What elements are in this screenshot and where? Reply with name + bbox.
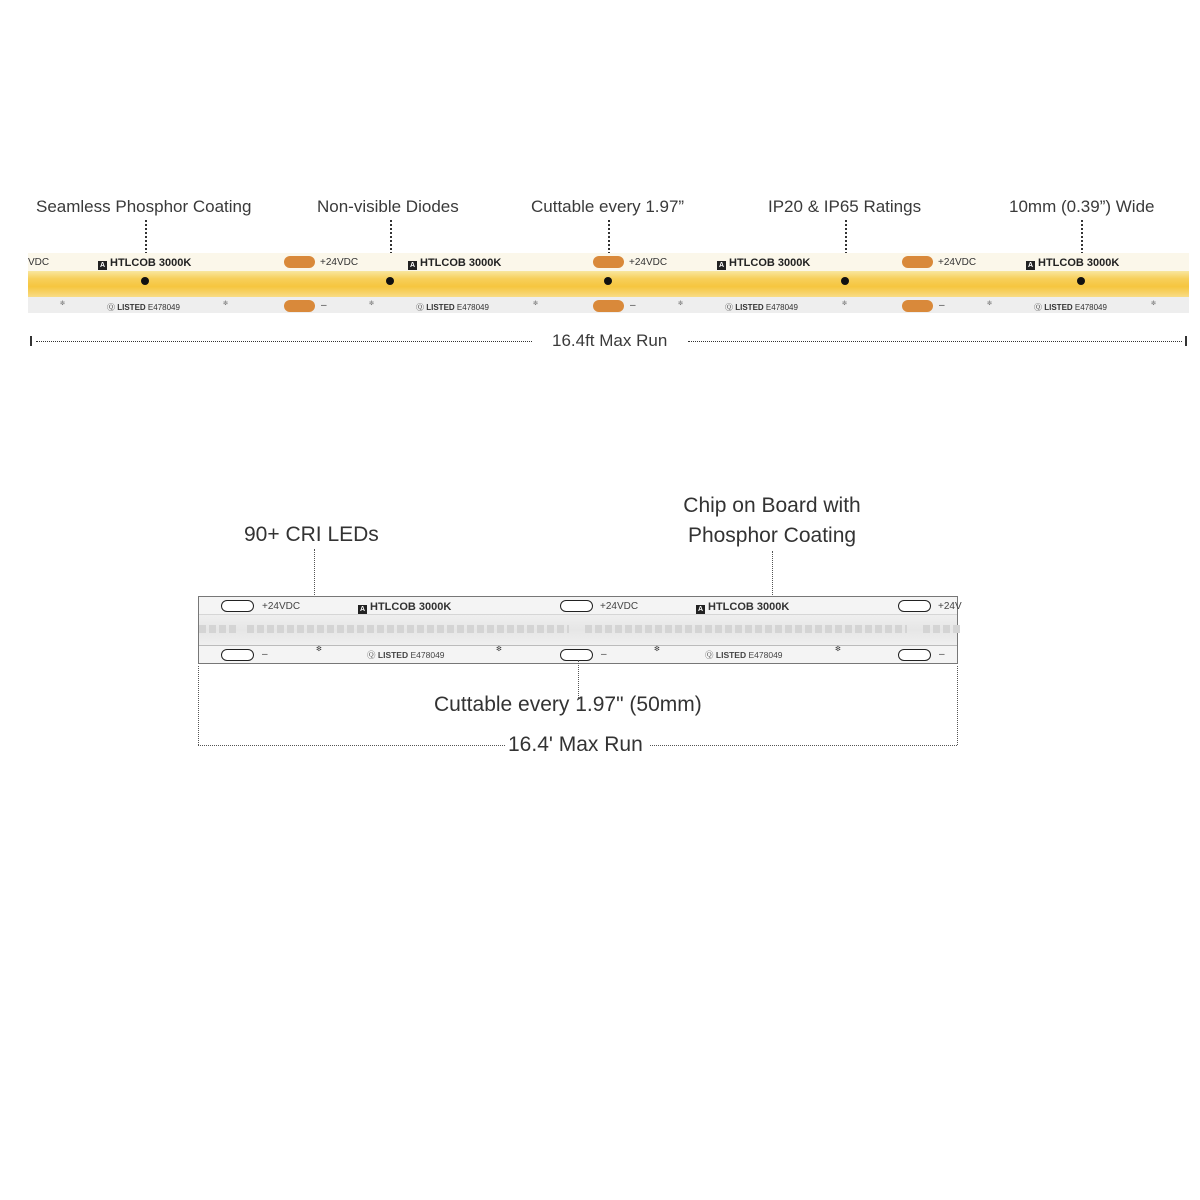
listing-number: E478049	[765, 303, 798, 312]
brand-logo-icon: A	[718, 262, 725, 269]
ul-mark-icon: Ⓠ	[1034, 303, 1042, 312]
mark-icon: ❇	[1151, 301, 1157, 307]
mark-icon: ❇	[835, 646, 841, 653]
listing-number: E478049	[748, 650, 783, 660]
listed-text: LISTED	[117, 303, 146, 312]
brand-text: HTLCOB 3000K	[110, 257, 192, 269]
mark-icon: ❇	[654, 646, 660, 653]
brand-label	[717, 257, 810, 270]
brand-logo-icon: A	[1027, 262, 1034, 269]
voltage-label: +24V	[938, 601, 962, 612]
mark-icon: ❇	[842, 301, 848, 307]
mark-icon: ❇	[987, 301, 993, 307]
label-cob-line1: Chip on Board with	[683, 494, 861, 517]
led-chip-row	[923, 625, 963, 633]
listed-text: LISTED	[715, 650, 747, 660]
mark-icon: ❇	[60, 301, 66, 307]
solder-pad-negative	[284, 300, 315, 312]
dimension-line	[198, 745, 505, 746]
brand-text: HTLCOB 3000K	[729, 257, 811, 269]
mark-icon: ❇	[369, 301, 375, 307]
solder-pad-positive	[593, 256, 624, 268]
led-strip-white	[198, 596, 962, 664]
dimension-tick	[1185, 336, 1187, 346]
voltage-label: +24VDC	[262, 601, 301, 612]
callout-dot	[841, 277, 849, 285]
solder-pad-positive	[284, 256, 315, 268]
callout-ip-ratings: IP20 & IP65 Ratings	[768, 197, 922, 216]
mark-icon: ❇	[678, 301, 684, 307]
led-chip-row	[585, 625, 907, 633]
callout-dot	[604, 277, 612, 285]
brand-text: HTLCOB 3000K	[708, 601, 790, 613]
minus-label: –	[630, 300, 636, 311]
listed-text: LISTED	[1044, 303, 1073, 312]
label-cuttable: Cuttable every 1.97" (50mm)	[434, 693, 702, 716]
strip-bottom-edge	[199, 645, 957, 646]
listing-label	[367, 649, 445, 661]
dimension-line	[650, 745, 957, 746]
listed-text: LISTED	[377, 650, 409, 660]
brand-text: HTLCOB 3000K	[420, 257, 502, 269]
label-cri-leds: 90+ CRI LEDs	[244, 523, 379, 546]
solder-pad-positive	[221, 600, 254, 612]
mark-icon: ❇	[223, 301, 229, 307]
minus-label: –	[262, 649, 268, 660]
listed-text: LISTED	[426, 303, 455, 312]
brand-logo-icon: A	[409, 262, 416, 269]
led-chip-row	[247, 625, 569, 633]
label-cob-line2: Phosphor Coating	[687, 524, 857, 547]
voltage-label: +24VDC	[600, 601, 639, 612]
brand-logo-icon: A	[99, 262, 106, 269]
solder-pad-positive	[898, 600, 931, 612]
minus-label: –	[321, 300, 327, 311]
brand-label	[1026, 257, 1119, 270]
voltage-label: +24VDC	[938, 257, 977, 268]
mark-icon: ❇	[316, 646, 322, 653]
listing-label	[705, 649, 783, 661]
ul-mark-icon: Ⓠ	[705, 650, 714, 660]
solder-pad-positive	[902, 256, 933, 268]
callout-dot	[1077, 277, 1085, 285]
callout-non-visible-diodes: Non-visible Diodes	[317, 197, 459, 216]
listed-text: LISTED	[735, 303, 764, 312]
callout-seamless-phosphor: Seamless Phosphor Coating	[36, 197, 252, 216]
listing-label	[1034, 302, 1107, 313]
mark-icon: ❇	[533, 301, 539, 307]
dimension-line	[36, 341, 532, 342]
minus-label: –	[939, 649, 945, 660]
listing-number: E478049	[1074, 303, 1107, 312]
listing-label	[107, 302, 180, 313]
brand-text: HTLCOB 3000K	[1038, 257, 1120, 269]
ul-mark-icon: Ⓠ	[725, 303, 733, 312]
solder-pad-negative	[898, 649, 931, 661]
brand-label	[696, 601, 789, 614]
label-max-run: 16.4' Max Run	[508, 733, 643, 756]
minus-label: –	[939, 300, 945, 311]
brand-logo-icon: A	[359, 606, 366, 613]
minus-label: –	[601, 649, 607, 660]
solder-pad-negative	[902, 300, 933, 312]
solder-pad-negative	[560, 649, 593, 661]
brand-logo-icon: A	[697, 606, 704, 613]
brand-label	[98, 257, 191, 270]
solder-pad-negative	[221, 649, 254, 661]
brand-label	[358, 601, 451, 614]
voltage-label: +24VDC	[320, 257, 359, 268]
callout-dot	[386, 277, 394, 285]
ul-mark-icon: Ⓠ	[107, 303, 115, 312]
voltage-label: VDC	[28, 257, 50, 268]
ul-mark-icon: Ⓠ	[416, 303, 424, 312]
listing-label	[725, 302, 798, 313]
voltage-label: +24VDC	[629, 257, 668, 268]
label-chip-on-board	[660, 494, 884, 548]
callout-cuttable: Cuttable every 1.97”	[531, 197, 685, 216]
led-chip-row	[199, 625, 239, 633]
listing-number: E478049	[456, 303, 489, 312]
max-run-label: 16.4ft Max Run	[552, 331, 668, 350]
solder-pad-negative	[593, 300, 624, 312]
callout-width: 10mm (0.39”) Wide	[1009, 197, 1155, 216]
brand-label	[408, 257, 501, 270]
mark-icon: ❇	[496, 646, 502, 653]
dimension-line	[688, 341, 1182, 342]
callout-dot	[141, 277, 149, 285]
brand-text: HTLCOB 3000K	[370, 601, 452, 613]
dimension-extension	[198, 666, 199, 745]
solder-pad-positive	[560, 600, 593, 612]
ul-mark-icon: Ⓠ	[367, 650, 376, 660]
dimension-tick	[30, 336, 32, 346]
listing-label	[416, 302, 489, 313]
listing-number: E478049	[147, 303, 180, 312]
listing-number: E478049	[410, 650, 445, 660]
dimension-extension	[957, 666, 958, 745]
